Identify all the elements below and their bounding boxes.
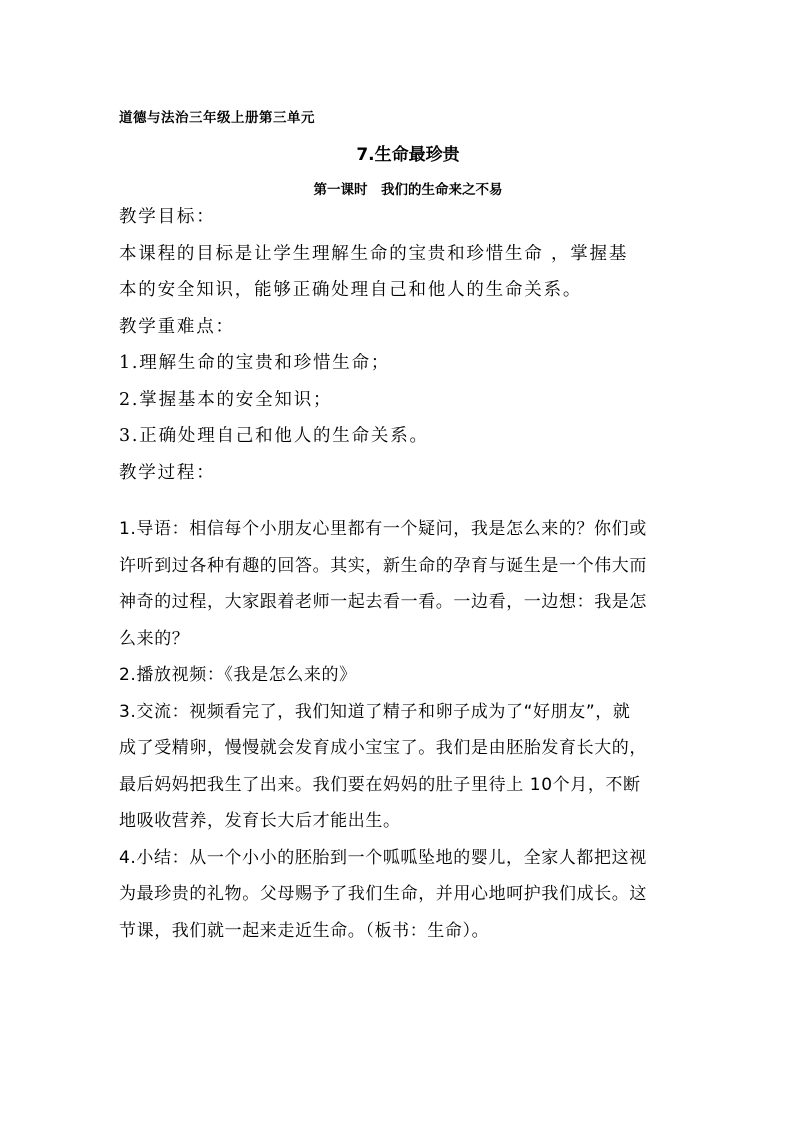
process-step-line: 地吸收营养，发育长大后才能出生。 — [119, 811, 401, 831]
process-step — [119, 694, 684, 840]
process-heading: 教学过程： — [119, 462, 216, 483]
unit-label: 道德与法治三年级上册第三单元 — [119, 110, 315, 126]
process-step — [119, 657, 684, 694]
key-point-item: 2.掌握基本的安全知识； — [119, 389, 333, 410]
process-step-line: 为最珍贵的礼物。父母赐予了我们生命，并用心地呵护我们成长。这 — [119, 884, 647, 904]
process-step-line: 许听到过各种有趣的回答。其实，新生命的孕育与诞生是一个伟大而 — [119, 555, 647, 576]
key-point-item: 1.理解生命的宝贵和珍惜生命； — [119, 353, 391, 373]
process-step-line: 成了受精卵，慢慢就会发育成小宝宝了。我们是由胚胎发育长大的， — [119, 738, 647, 758]
process-step — [119, 511, 684, 657]
process-step-line: 4.小结：从一个小小的胚胎到一个呱呱坠地的婴儿，全家人都把这视 — [119, 847, 647, 868]
teaching-process — [119, 511, 684, 949]
key-point-item: 3.正确处理自己和他人的生命关系。 — [119, 426, 429, 446]
process-step-line: 2.播放视频：《我是怎么来的》 — [119, 665, 357, 685]
lesson-plan-top — [119, 199, 684, 491]
key-points-heading: 教学重难点： — [119, 316, 235, 337]
process-step-line: 3.交流：视频看完了，我们知道了精子和卵子成为了“好朋友”，就 — [119, 701, 631, 722]
process-step-line: 神奇的过程，大家跟着老师一起去看一看。一边看，一边想：我是怎 — [119, 592, 647, 612]
process-step — [119, 840, 684, 950]
objectives-text-line: 本课程的目标是让学生理解生命的宝贵和珍惜生命 ，掌握基 — [119, 243, 629, 264]
objectives-heading: 教学目标： — [119, 207, 216, 227]
lesson-subtitle: 第一课时 我们的生命来之不易 — [313, 182, 503, 198]
process-step-line: 么来的？ — [119, 628, 190, 649]
process-step-line: 节课，我们就一起来走近生命。（板书：生命）。 — [119, 920, 490, 941]
process-step-line: 1.导语：相信每个小朋友心里都有一个疑问，我是怎么来的？你们或 — [119, 519, 647, 539]
objectives-text-line: 本的安全知识，能够正确处理自己和他人的生命关系。 — [119, 280, 583, 300]
process-step-line: 最后妈妈把我生了出来。我们要在妈妈的肚子里待上 10个月，不断 — [119, 774, 641, 795]
lesson-title: 7.生命最珍贵 — [356, 145, 460, 165]
